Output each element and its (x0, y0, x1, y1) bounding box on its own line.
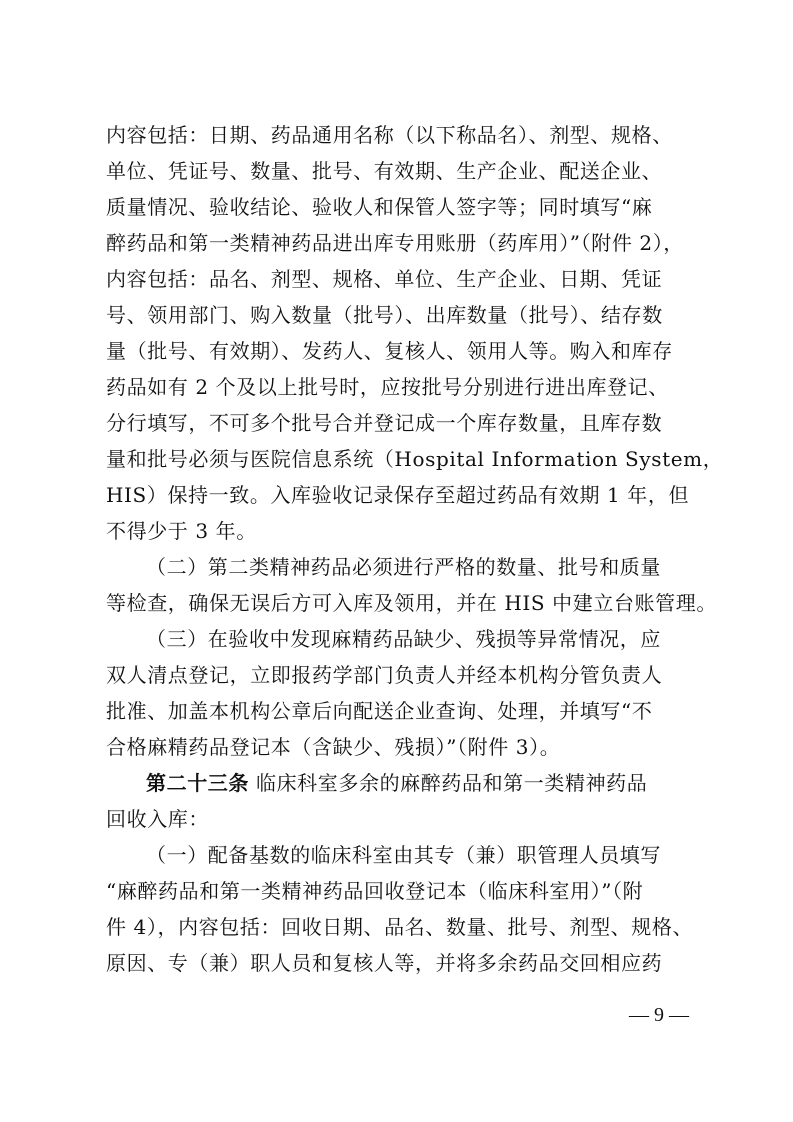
text-line: 量（批号、有效期）、发药人、复核人、领用人等。购入和库存 (106, 339, 673, 363)
article-line (146, 769, 686, 797)
text-line: 回收入库： (106, 807, 209, 831)
text-line: 原因、专（兼）职人员和复核人等，并将多余药品交回相应药 (106, 951, 663, 975)
text-line: 醉药品和第一类精神药品进出库专用账册（药库用）”（附件 2）， (106, 231, 684, 255)
text-line: 号、领用部门、购入数量（批号）、出库数量（批号）、结存数 (106, 303, 663, 327)
text-line: 药品如有 2 个及以上批号时，应按批号分别进行进出库登记、 (106, 375, 669, 399)
text-line: 批准、加盖本机构公章后向配送企业查询、处理，并填写“不 (106, 699, 653, 723)
text-line: （一）配备基数的临床科室由其专（兼）职管理人员填写 (146, 843, 661, 867)
text-line: 不得少于 3 年。 (106, 519, 257, 543)
text-line: （二）第二类精神药品必须进行严格的数量、批号和质量 (146, 555, 661, 579)
text-line: 等检查，确保无误后方可入库及领用，并在 HIS 中建立台账管理。 (106, 591, 717, 615)
text-line: 内容包括：品名、剂型、规格、单位、生产企业、日期、凭证 (106, 267, 663, 291)
text-line: 分行填写，不可多个批号合并登记成一个库存数量，且库存数 (106, 411, 663, 435)
page-number: — 9 — (629, 1004, 689, 1026)
text-line: HIS）保持一致。入库验收记录保存至超过药品有效期 1 年，但 (106, 483, 690, 507)
text-line: 件 4），内容包括：回收日期、品名、数量、批号、剂型、规格、 (106, 915, 694, 939)
text-line: 内容包括：日期、药品通用名称（以下称品名）、剂型、规格、 (106, 123, 673, 147)
text-line: 双人清点登记，立即报药学部门负责人并经本机构分管负责人 (106, 663, 663, 687)
text-line: 质量情况、验收结论、验收人和保管人签字等；同时填写“麻 (106, 195, 653, 219)
text-line: “麻醉药品和第一类精神药品回收登记本（临床科室用）”（附 (106, 879, 644, 903)
text-line: 合格麻精药品登记本（含缺少、残损）”（附件 3）。 (106, 735, 561, 759)
article-text: 临床科室多余的麻醉药品和第一类精神药品 (255, 771, 648, 795)
text-line: 单位、凭证号、数量、批号、有效期、生产企业、配送企业、 (106, 159, 663, 183)
text-line: 量和批号必须与医院信息系统（Hospital Information System， (106, 447, 724, 471)
text-line: （三）在验收中发现麻精药品缺少、残损等异常情况，应 (146, 627, 661, 651)
article-heading: 第二十三条 (146, 771, 249, 795)
